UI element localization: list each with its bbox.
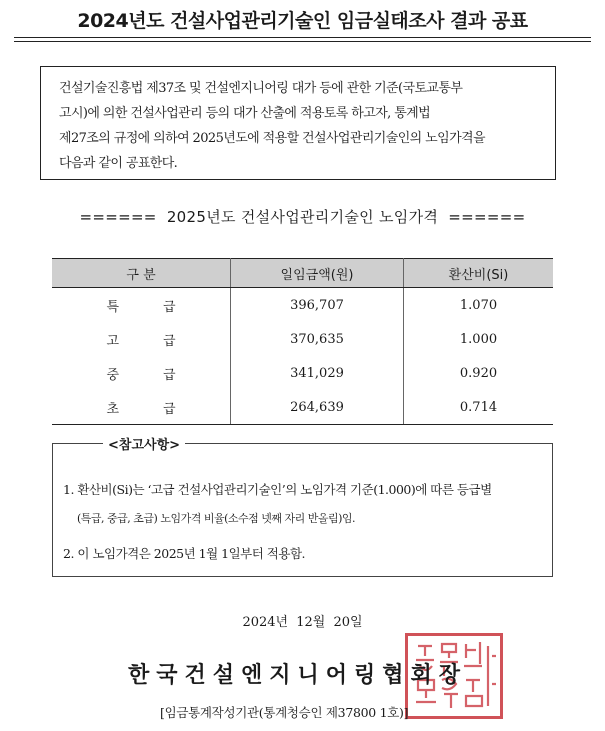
reference-item-2: 2. 이 노임가격은 2025년 1월 1일부터 적용함. bbox=[63, 546, 306, 561]
notice-line-1: 건설기술진흥법 제37조 및 건설엔지니어링 대가 등에 관한 기준(국토교통부 bbox=[59, 81, 463, 96]
table-row bbox=[52, 390, 553, 425]
ratio-cell: 0.920 bbox=[459, 365, 498, 381]
grade-cell: 중급 bbox=[106, 367, 220, 383]
wage-cell: 396,707 bbox=[231, 288, 404, 323]
table-row bbox=[52, 288, 553, 323]
header-category: 구 분 bbox=[52, 259, 231, 288]
table-row bbox=[52, 356, 553, 390]
grade-cell: 특급 bbox=[106, 299, 220, 315]
wage-cell: 341,029 bbox=[231, 356, 404, 390]
reference-title: <참고사항> bbox=[103, 434, 185, 453]
registration-note: [임금통계작성기관(통계청승인 제37800 1호)] bbox=[160, 705, 409, 720]
notice-box bbox=[40, 66, 556, 180]
title-rule-bottom bbox=[14, 41, 591, 42]
header-ratio: 환산비(Si) bbox=[404, 259, 554, 288]
notice-line-2: 고시)에 의한 건설사업관리 등의 대가 산출에 적용토록 하고자, 통계법 bbox=[59, 106, 431, 121]
organization-name: 한국건설엔지니어링협회장 bbox=[128, 663, 468, 688]
wage-cell: 370,635 bbox=[231, 322, 404, 356]
ratio-cell: 1.000 bbox=[459, 331, 498, 347]
wage-table bbox=[52, 258, 553, 425]
ratio-cell: 1.070 bbox=[459, 297, 498, 313]
document-title: 2024년도 건설사업관리기술인 임금실태조사 결과 공표 bbox=[77, 10, 528, 32]
ratio-cell: 0.714 bbox=[404, 390, 554, 425]
section-heading: ====== 2025년도 건설사업관리기술인 노임가격 ====== bbox=[79, 208, 526, 226]
issue-date: 2024년 12월 20일 bbox=[242, 615, 363, 630]
wage-cell: 264,639 bbox=[231, 390, 404, 425]
notice-line-3: 제27조의 규정에 의하여 2025년도에 적용할 건설사업관리기술인의 노임가격을 bbox=[59, 131, 485, 146]
header-daily-wage: 일임금액(원) bbox=[231, 259, 404, 288]
reference-box bbox=[52, 443, 553, 577]
reference-item-1-cont: (특급, 중급, 초급) 노임가격 비율(소수점 넷째 자리 반올림)임. bbox=[77, 512, 356, 525]
table-row bbox=[52, 322, 553, 356]
title-rule-top bbox=[14, 37, 591, 38]
reference-item-1: 1. 환산비(Si)는 ‘고급 건설사업관리기술인’의 노임가격 기준(1.000)에 따른 등급별 bbox=[63, 482, 492, 497]
notice-line-4: 다음과 같이 공표한다. bbox=[59, 156, 178, 171]
grade-cell: 초급 bbox=[106, 401, 220, 417]
table-header-row bbox=[52, 259, 553, 288]
grade-cell: 고급 bbox=[106, 333, 220, 349]
